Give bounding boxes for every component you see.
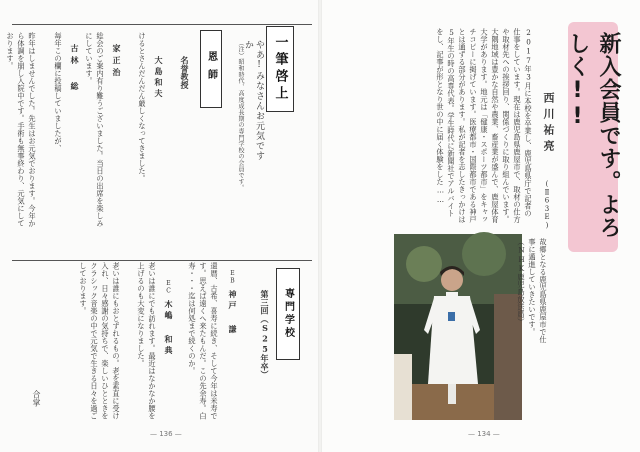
school-term: 第三回（S25年卒）	[260, 290, 270, 379]
end-body: 毎年この欄に投稿していましたが、	[54, 32, 63, 152]
shop-label: 家正治	[112, 44, 122, 80]
column-title-box: 一筆啓上	[266, 26, 294, 112]
page-gutter	[318, 0, 322, 452]
author-term: (Ⅱ63E)	[543, 180, 551, 230]
article-body: 2017年3月に本校を卒業し、鹿児島県庁で記者の仕事をしています。現在は鹿児島県鹿屋市で、取材の仕方や取材先への挨拶回り、関係づくりに取り組んでいます。大隅地域は豊かな自然や農業、畜産業が盛んで、鹿屋体育大学があります。地元は「健康・スポーツ都市」をキャッチコピーに掲げています。医療都市・国際都市である神戸とは通ずる部分があります。私が記者を志したきっかけは5年生の時の高専代表。学生時代に新聞社でアルバイトをし、記事が形となり世の中に届く体験をした……	[436, 28, 533, 223]
end-name: 古林 総	[70, 44, 80, 94]
section-school-box: 専門学校	[276, 268, 300, 360]
author-name: 西川祐亮	[542, 92, 555, 156]
right-body-1: 還暦、古希、喜寿に続き、そして今年は米寿です。思えば遠くへ来たもんだ。この先余寿。白寿・・・迄は何処まで続くのか。	[188, 262, 219, 420]
mid-body: 昨年はしませんでした。先生はお元気でおります。今年から体調を崩し入院中です。手術も無事終わり、元気にしております。	[6, 32, 37, 227]
title-banner: 新入会員です。よろしく!!	[568, 22, 618, 252]
right-body-2: 老いは誰にでも訪れます。最近はなかなか腰を上げるのも大変になりました。	[137, 262, 157, 420]
teacher-name: 大島和夫	[154, 56, 164, 100]
names-2: 木嶋 和典	[164, 300, 174, 357]
names-3: 合掌	[32, 390, 41, 407]
column-subtitle: やあ!みなさんお元気ですか	[243, 40, 264, 161]
article-tail: 故郷となる鹿児島県鹿屋市で仕事に邁進していきたいです。（NHK鹿児島放送局）	[517, 238, 548, 343]
names-1: 神戸 謙	[228, 290, 238, 336]
column-note: （注）昭和時代、高度成長期の専門学校の会員です。	[237, 40, 244, 192]
portrait-image	[394, 234, 522, 420]
divider-mid	[12, 260, 312, 261]
teacher-label: 名誉教授	[180, 56, 190, 90]
section-teacher-box: 恩師	[200, 30, 222, 108]
author-photo	[394, 234, 522, 420]
teacher-body: けるとさんだんだん厳しくなってきました。	[138, 32, 147, 182]
divider-top	[12, 24, 312, 25]
page-number-right: — 134 —	[468, 430, 500, 438]
right-body-3: 老いは誰にもおとずれるもの。老を素直に受け入れ、日々感謝の気持ちで、楽しいひとときをクラシック音楽の中で元気で生きる日々を過ごしております。	[79, 262, 121, 420]
class-1: EB	[229, 270, 236, 285]
shop-body: 総会のご案内有り難うございました。当日の出席を楽しみにしています。	[85, 32, 105, 227]
page-number-left: — 136 —	[150, 430, 182, 438]
class-2: EC	[165, 280, 172, 295]
